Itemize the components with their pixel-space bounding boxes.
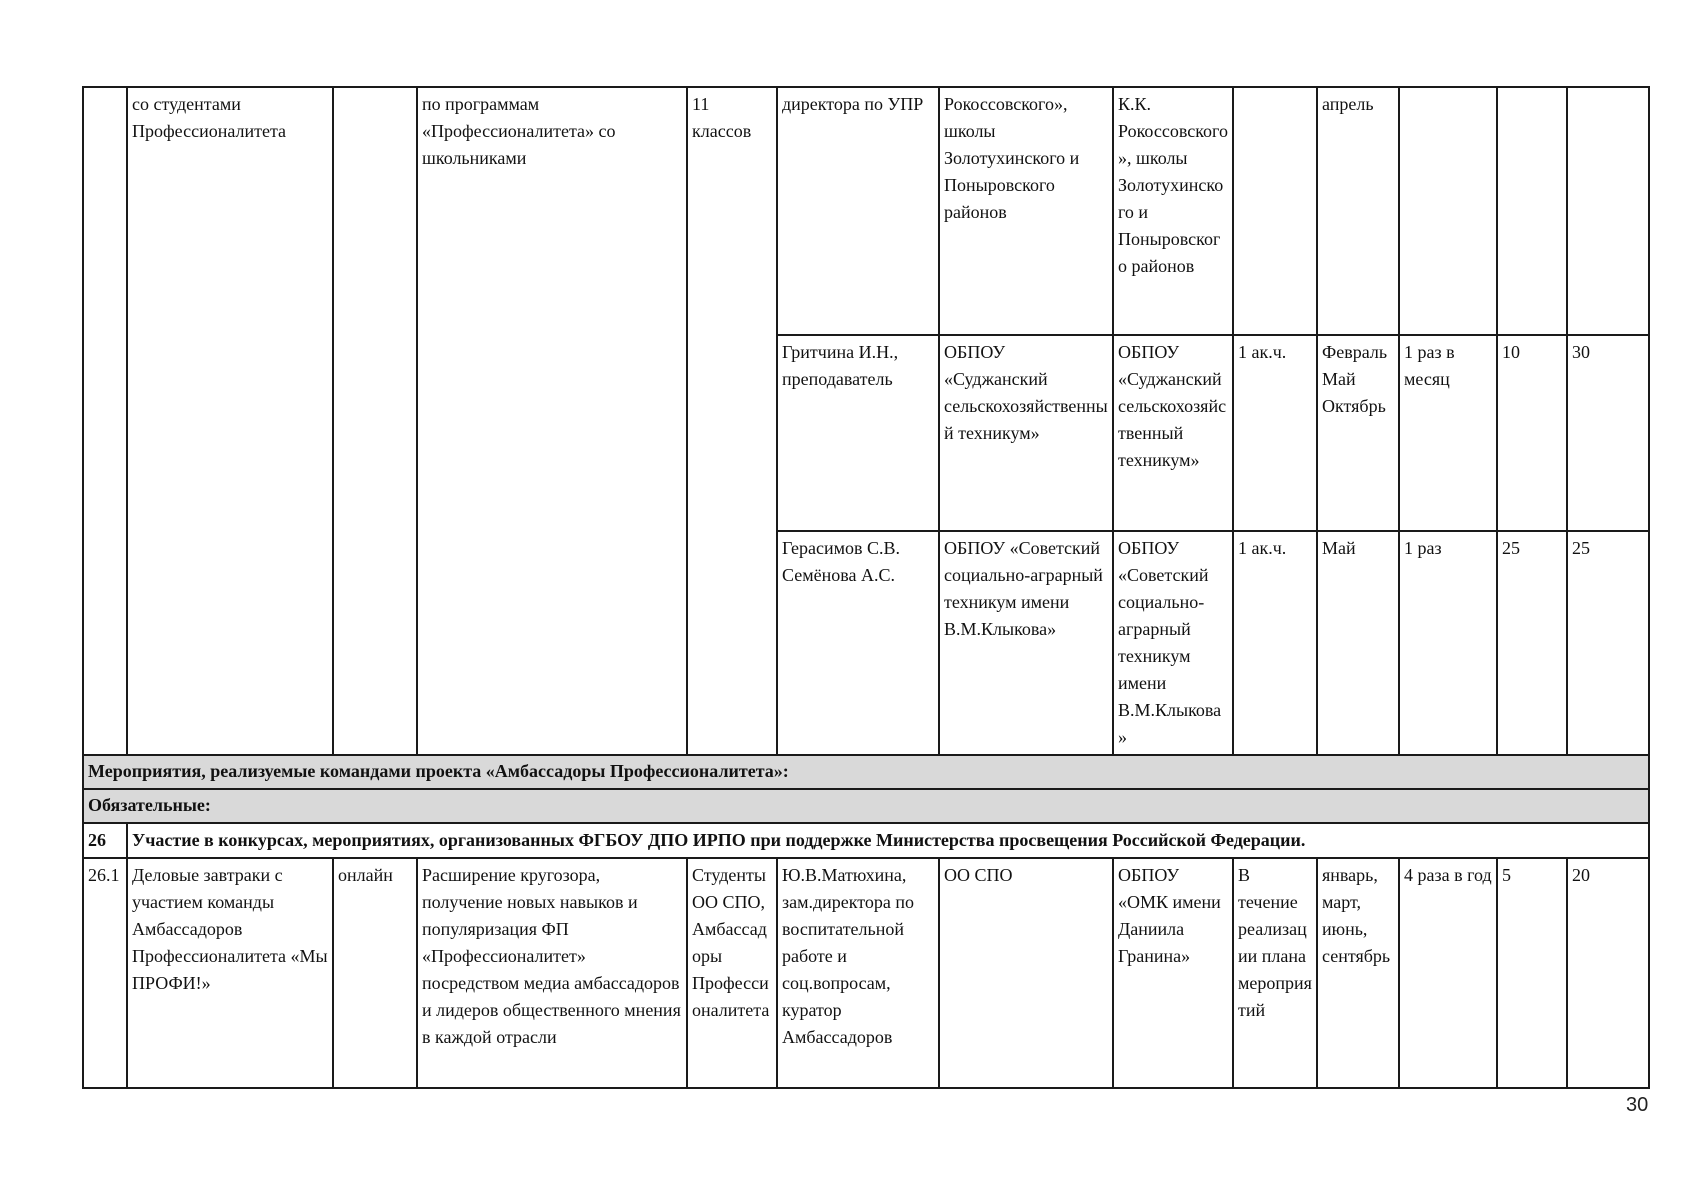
cell-format [333, 87, 417, 755]
cell-term: апрель [1317, 87, 1399, 335]
section-row [83, 789, 1649, 823]
page-number: 30 [1626, 1094, 1649, 1116]
section-row [83, 755, 1649, 789]
cell-number: 26 [83, 823, 127, 858]
cell-frequency [1399, 87, 1497, 335]
cell-frequency: 4 раза в год [1399, 858, 1497, 1088]
cell-organization: ОБПОУ «ОМК имени Даниила Гранина» [1113, 858, 1233, 1088]
cell-organization: К.К. Рокоссовского», школы Золотухинского и Поныровского районов [1113, 87, 1233, 335]
cell-coverage-a: 10 [1497, 335, 1567, 531]
cell-frequency: 1 раз в месяц [1399, 335, 1497, 531]
cell-title: Участие в конкурсах, мероприятиях, организованных ФГБОУ ДПО ИРПО при поддержке Министерства просвещения Российской Федерации. [127, 823, 1649, 858]
cell-organization: ОБПОУ «Советский социально-аграрный техникум имени В.М.Клыкова» [1113, 531, 1233, 755]
cell-responsible: Герасимов С.В. Семёнова А.С. [777, 531, 939, 755]
cell-location: ОО СПО [939, 858, 1113, 1088]
cell-organization: ОБПОУ «Суджанский сельскохозяйственный техникум» [1113, 335, 1233, 531]
cell-coverage-b: 30 [1567, 335, 1649, 531]
cell-goal: Расширение кругозора, получение новых навыков и популяризация ФП «Профессионалитет» посредством медиа амбассадоров и лидеров общественного мнения в каждой отрасли [417, 858, 687, 1088]
cell-coverage-b [1567, 87, 1649, 335]
cell-term: Май [1317, 531, 1399, 755]
cell-hours [1233, 87, 1317, 335]
events-table [82, 86, 1650, 1089]
cell-coverage-b: 20 [1567, 858, 1649, 1088]
cell-coverage-b: 25 [1567, 531, 1649, 755]
cell-responsible: Гритчина И.Н., преподаватель [777, 335, 939, 531]
table-row [83, 823, 1649, 858]
cell-format: онлайн [333, 858, 417, 1088]
cell-term: январь, март, июнь, сентябрь [1317, 858, 1399, 1088]
cell-hours: В течение реализации плана мероприятий [1233, 858, 1317, 1088]
section-mandatory: Обязательные: [83, 789, 1649, 823]
cell-term: Февраль Май Октябрь [1317, 335, 1399, 531]
cell-location: ОБПОУ «Советский социально-аграрный техникум имени В.М.Клыкова» [939, 531, 1113, 755]
section-ambassadors: Мероприятия, реализуемые командами проекта «Амбассадоры Профессионалитета»: [83, 755, 1649, 789]
cell-number: 26.1 [83, 858, 127, 1088]
cell-participants: Студенты ОО СПО, Амбассадоры Профессионалитета [687, 858, 777, 1088]
cell-coverage-a: 25 [1497, 531, 1567, 755]
cell-coverage-a [1497, 87, 1567, 335]
cell-event: со студентами Профессионалитета [127, 87, 333, 755]
cell-location: Рокоссовского», школы Золотухинского и Поныровского районов [939, 87, 1113, 335]
cell-frequency: 1 раз [1399, 531, 1497, 755]
table-row [83, 858, 1649, 1088]
cell-responsible: директора по УПР [777, 87, 939, 335]
cell-event: Деловые завтраки с участием команды Амбассадоров Профессионалитета «Мы ПРОФИ!» [127, 858, 333, 1088]
cell-coverage-a: 5 [1497, 858, 1567, 1088]
cell-responsible: Ю.В.Матюхина, зам.директора по воспитательной работе и соц.вопросам, куратор Амбассадоров [777, 858, 939, 1088]
cell-hours: 1 ак.ч. [1233, 335, 1317, 531]
cell-hours: 1 ак.ч. [1233, 531, 1317, 755]
table-row [83, 87, 1649, 335]
cell-location: ОБПОУ «Суджанский сельскохозяйственный техникум» [939, 335, 1113, 531]
cell-participants: 11 классов [687, 87, 777, 755]
cell-number [83, 87, 127, 755]
cell-goal: по программам «Профессионалитета» со школьниками [417, 87, 687, 755]
